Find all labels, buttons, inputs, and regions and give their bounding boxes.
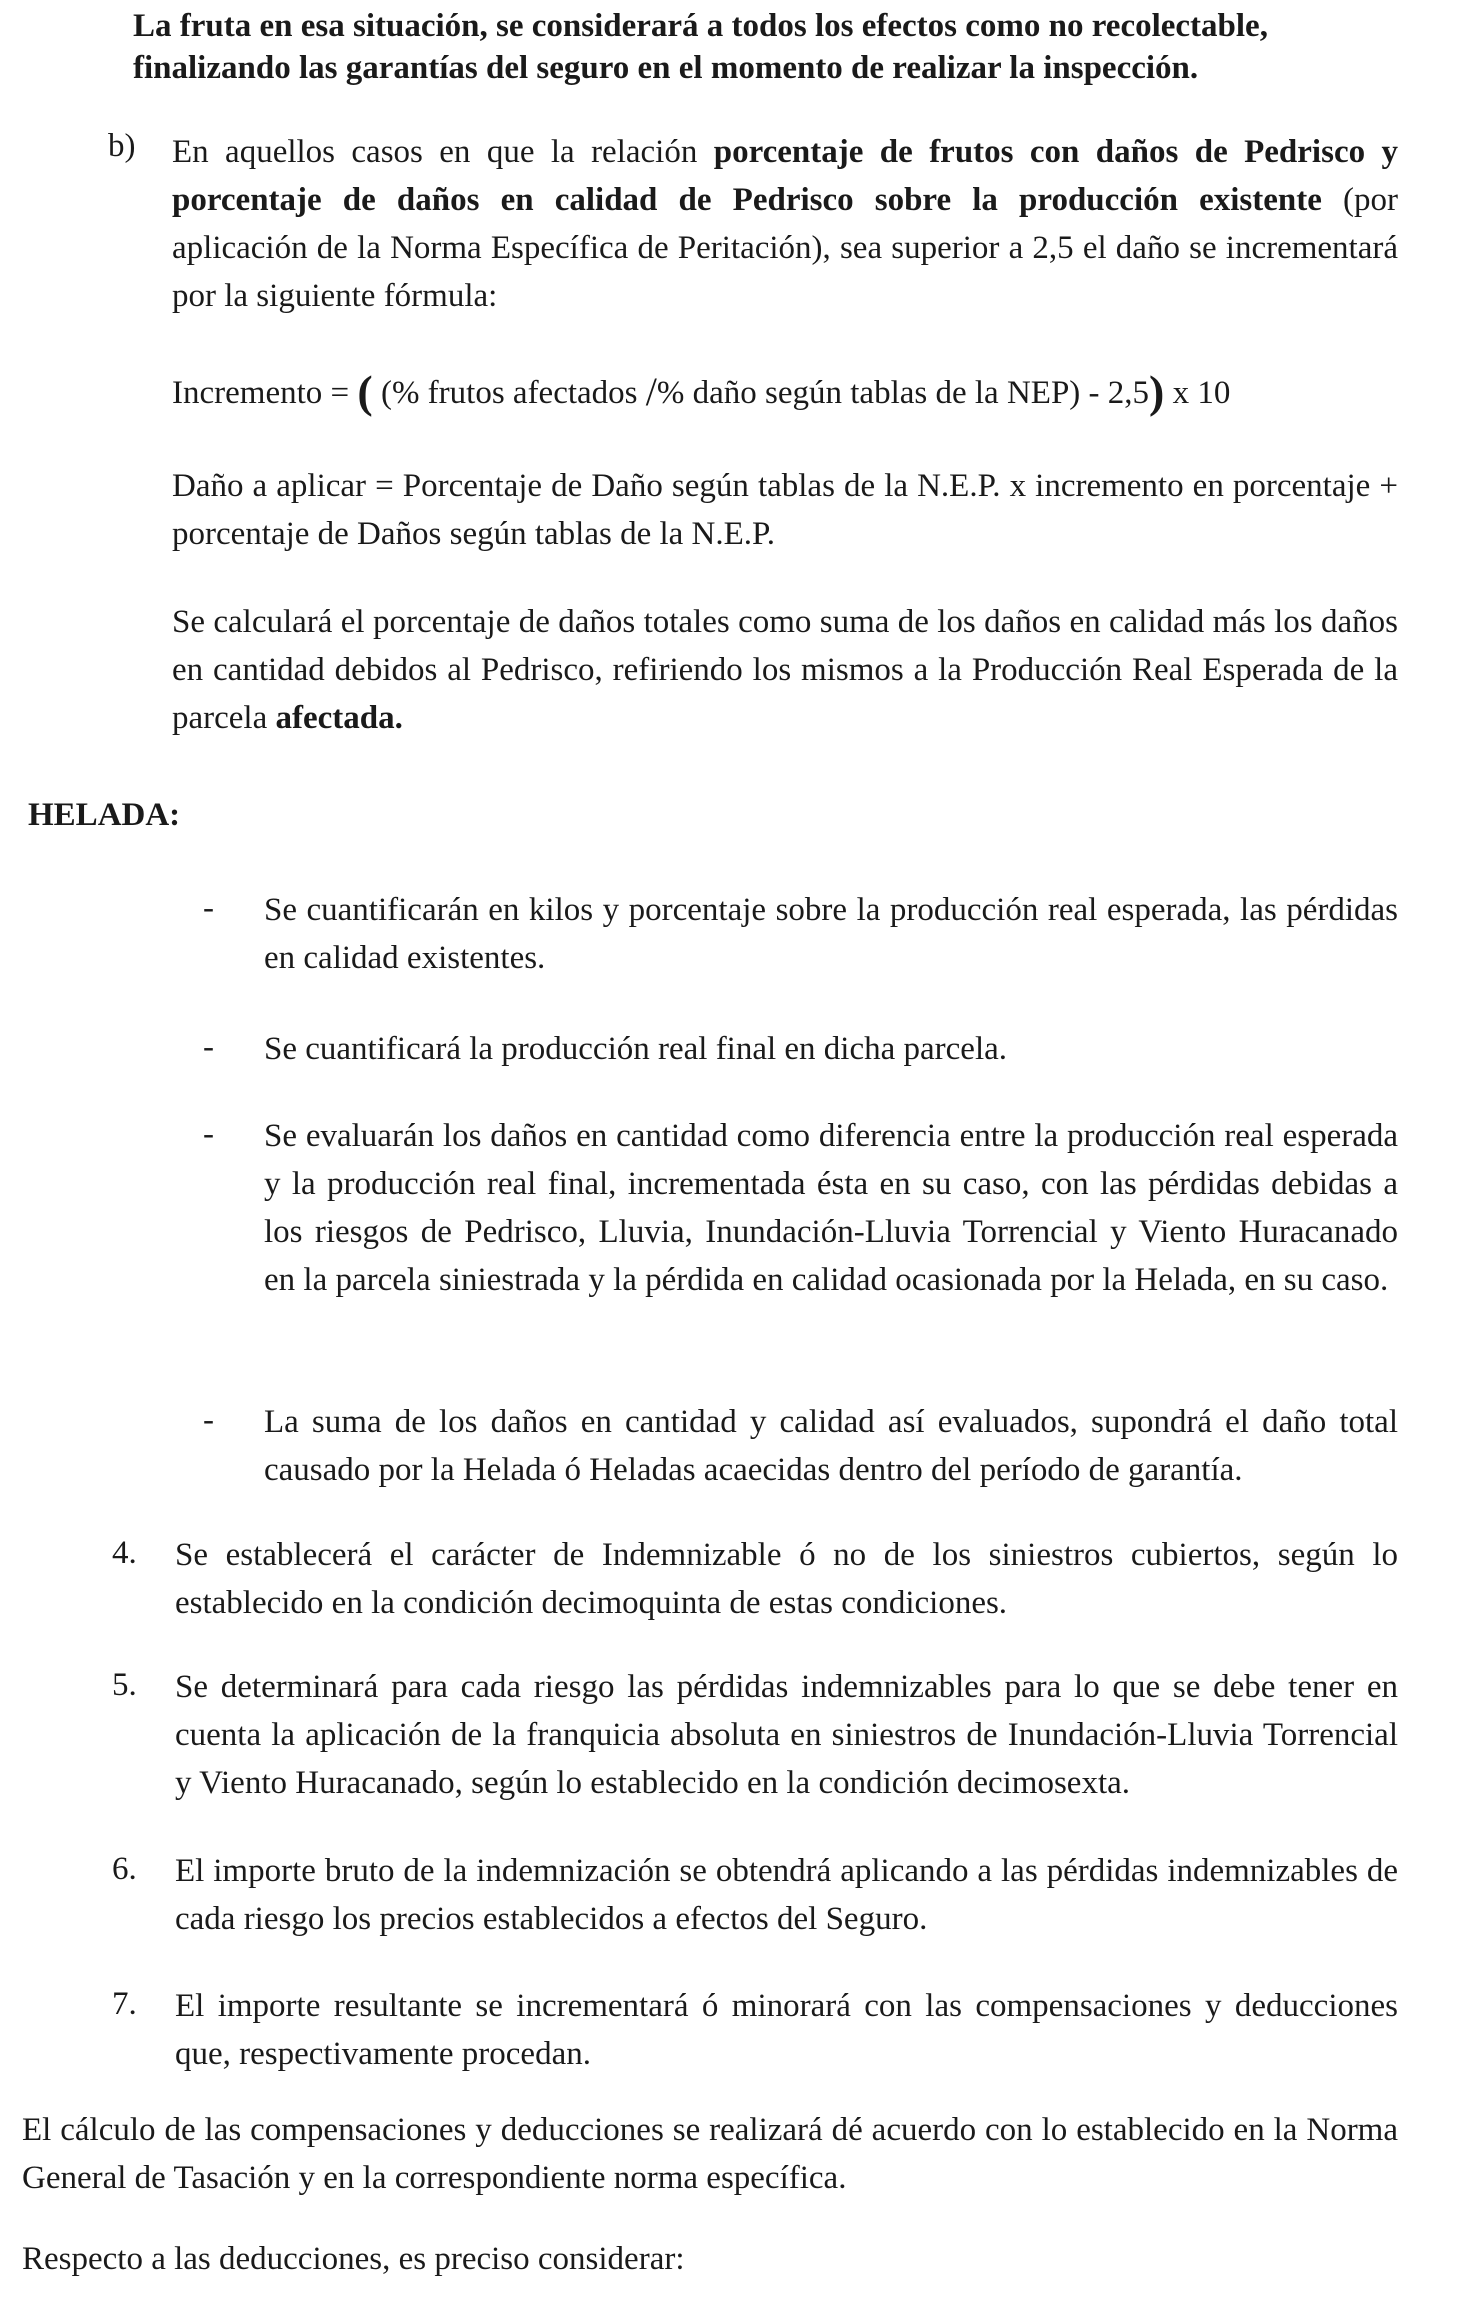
- item-7-paragraph: El importe resultante se incrementará ó minorará con las compensaciones y deducciones que, respectivamente procedan.: [175, 1988, 1398, 2072]
- helada-bullet-4-dash: -: [203, 1402, 214, 1438]
- formula-lhs: Incremento =: [172, 375, 358, 411]
- item-b-text-post: (por aplicación de la Norma Específica de Peritación), sea superior a 2,5 el daño se incrementará por la siguiente fórmula:: [172, 182, 1398, 314]
- helada-bullet-2-dash: -: [203, 1029, 214, 1065]
- item-b-marker: b): [108, 128, 136, 164]
- helada-bullet-3-dash: -: [203, 1116, 214, 1152]
- helada-bullet-4: La suma de los daños en cantidad y calidad así evaluados, supondrá el daño total causado por la Helada ó Heladas acaecidas dentro del período de garantía.: [264, 1404, 1398, 1488]
- item-b-text-bold: porcentaje de frutos con daños de Pedrisco y porcentaje de daños en calidad de Pedrisco sobre la producción existente: [172, 134, 1398, 218]
- item-b-paragraph: [172, 128, 1398, 320]
- item-4-paragraph: Se establecerá el carácter de Indemnizable ó no de los siniestros cubiertos, según lo establecido en la condición decimoquinta de estas condiciones.: [175, 1537, 1398, 1621]
- intro-line-1: La fruta en esa situación, se considerará a todos los efectos como no recolectable,: [133, 8, 1268, 44]
- intro-line-2: finalizando las garantías del seguro en el momento de realizar la inspección.: [133, 50, 1199, 86]
- calculo-totales-text: Se calculará el porcentaje de daños totales como suma de los daños en calidad más los daños en cantidad debidos al Pedrisco, refiriendo los mismos a la Producción Real Esperada de la parcela: [172, 604, 1398, 736]
- formula-slash: /: [645, 369, 657, 414]
- item-b-text-pre: En aquellos casos en que la relación: [172, 134, 714, 170]
- item-5-number: 5.: [112, 1667, 137, 1703]
- dano-aplicar-paragraph: Daño a aplicar = Porcentaje de Daño según tablas de la N.E.P. x incremento en porcentaje + porcentaje de Daños según tablas de la N.E.P.: [172, 468, 1398, 552]
- item-4-number: 4.: [112, 1535, 137, 1571]
- closing-calculo-paragraph: El cálculo de las compensaciones y deducciones se realizará dé acuerdo con lo establecido en la Norma General de Tasación y en la correspondiente norma específica.: [22, 2112, 1398, 2196]
- formula-open-paren: (: [357, 366, 373, 417]
- item-7-number: 7.: [112, 1986, 137, 2022]
- helada-bullet-2: Se cuantificará la producción real final en dicha parcela.: [264, 1031, 1008, 1067]
- helada-bullet-1-dash: -: [203, 890, 214, 926]
- helada-bullet-1: Se cuantificarán en kilos y porcentaje sobre la producción real esperada, las pérdidas en calidad existentes.: [264, 892, 1398, 976]
- calculo-totales-bold: afectada.: [275, 700, 403, 736]
- calculo-totales-paragraph: [172, 598, 1398, 742]
- closing-respecto-paragraph: Respecto a las deducciones, es preciso considerar:: [22, 2241, 685, 2277]
- formula-close-paren: ): [1149, 366, 1165, 417]
- formula-tail: x 10: [1164, 375, 1231, 411]
- formula-incremento: [172, 368, 1398, 417]
- formula-part-2: % daño según tablas de la NEP) - 2,5: [656, 375, 1150, 411]
- item-5-paragraph: Se determinará para cada riesgo las pérdidas indemnizables para lo que se debe tener en cuenta la aplicación de la franquicia absoluta en siniestros de Inundación-Lluvia Torrencial y Viento Huracanado, según lo establecido en la condición decimosexta.: [175, 1669, 1398, 1801]
- helada-bullet-3: Se evaluarán los daños en cantidad como diferencia entre la producción real esperada y la producción real final, incrementada ésta en su caso, con las pérdidas debidas a los riesgos de Pedrisco, Lluvia, Inundación-Lluvia Torrencial y Viento Huracanado en la parcela siniestrada y la pérdida en calidad ocasionada por la Helada, en su caso.: [264, 1118, 1398, 1298]
- item-6-paragraph: El importe bruto de la indemnización se obtendrá aplicando a las pérdidas indemnizables de cada riesgo los precios establecidos a efectos del Seguro.: [175, 1853, 1398, 1937]
- formula-part-1: (% frutos afectados: [372, 375, 646, 411]
- item-6-number: 6.: [112, 1851, 137, 1887]
- helada-heading: HELADA:: [28, 797, 181, 833]
